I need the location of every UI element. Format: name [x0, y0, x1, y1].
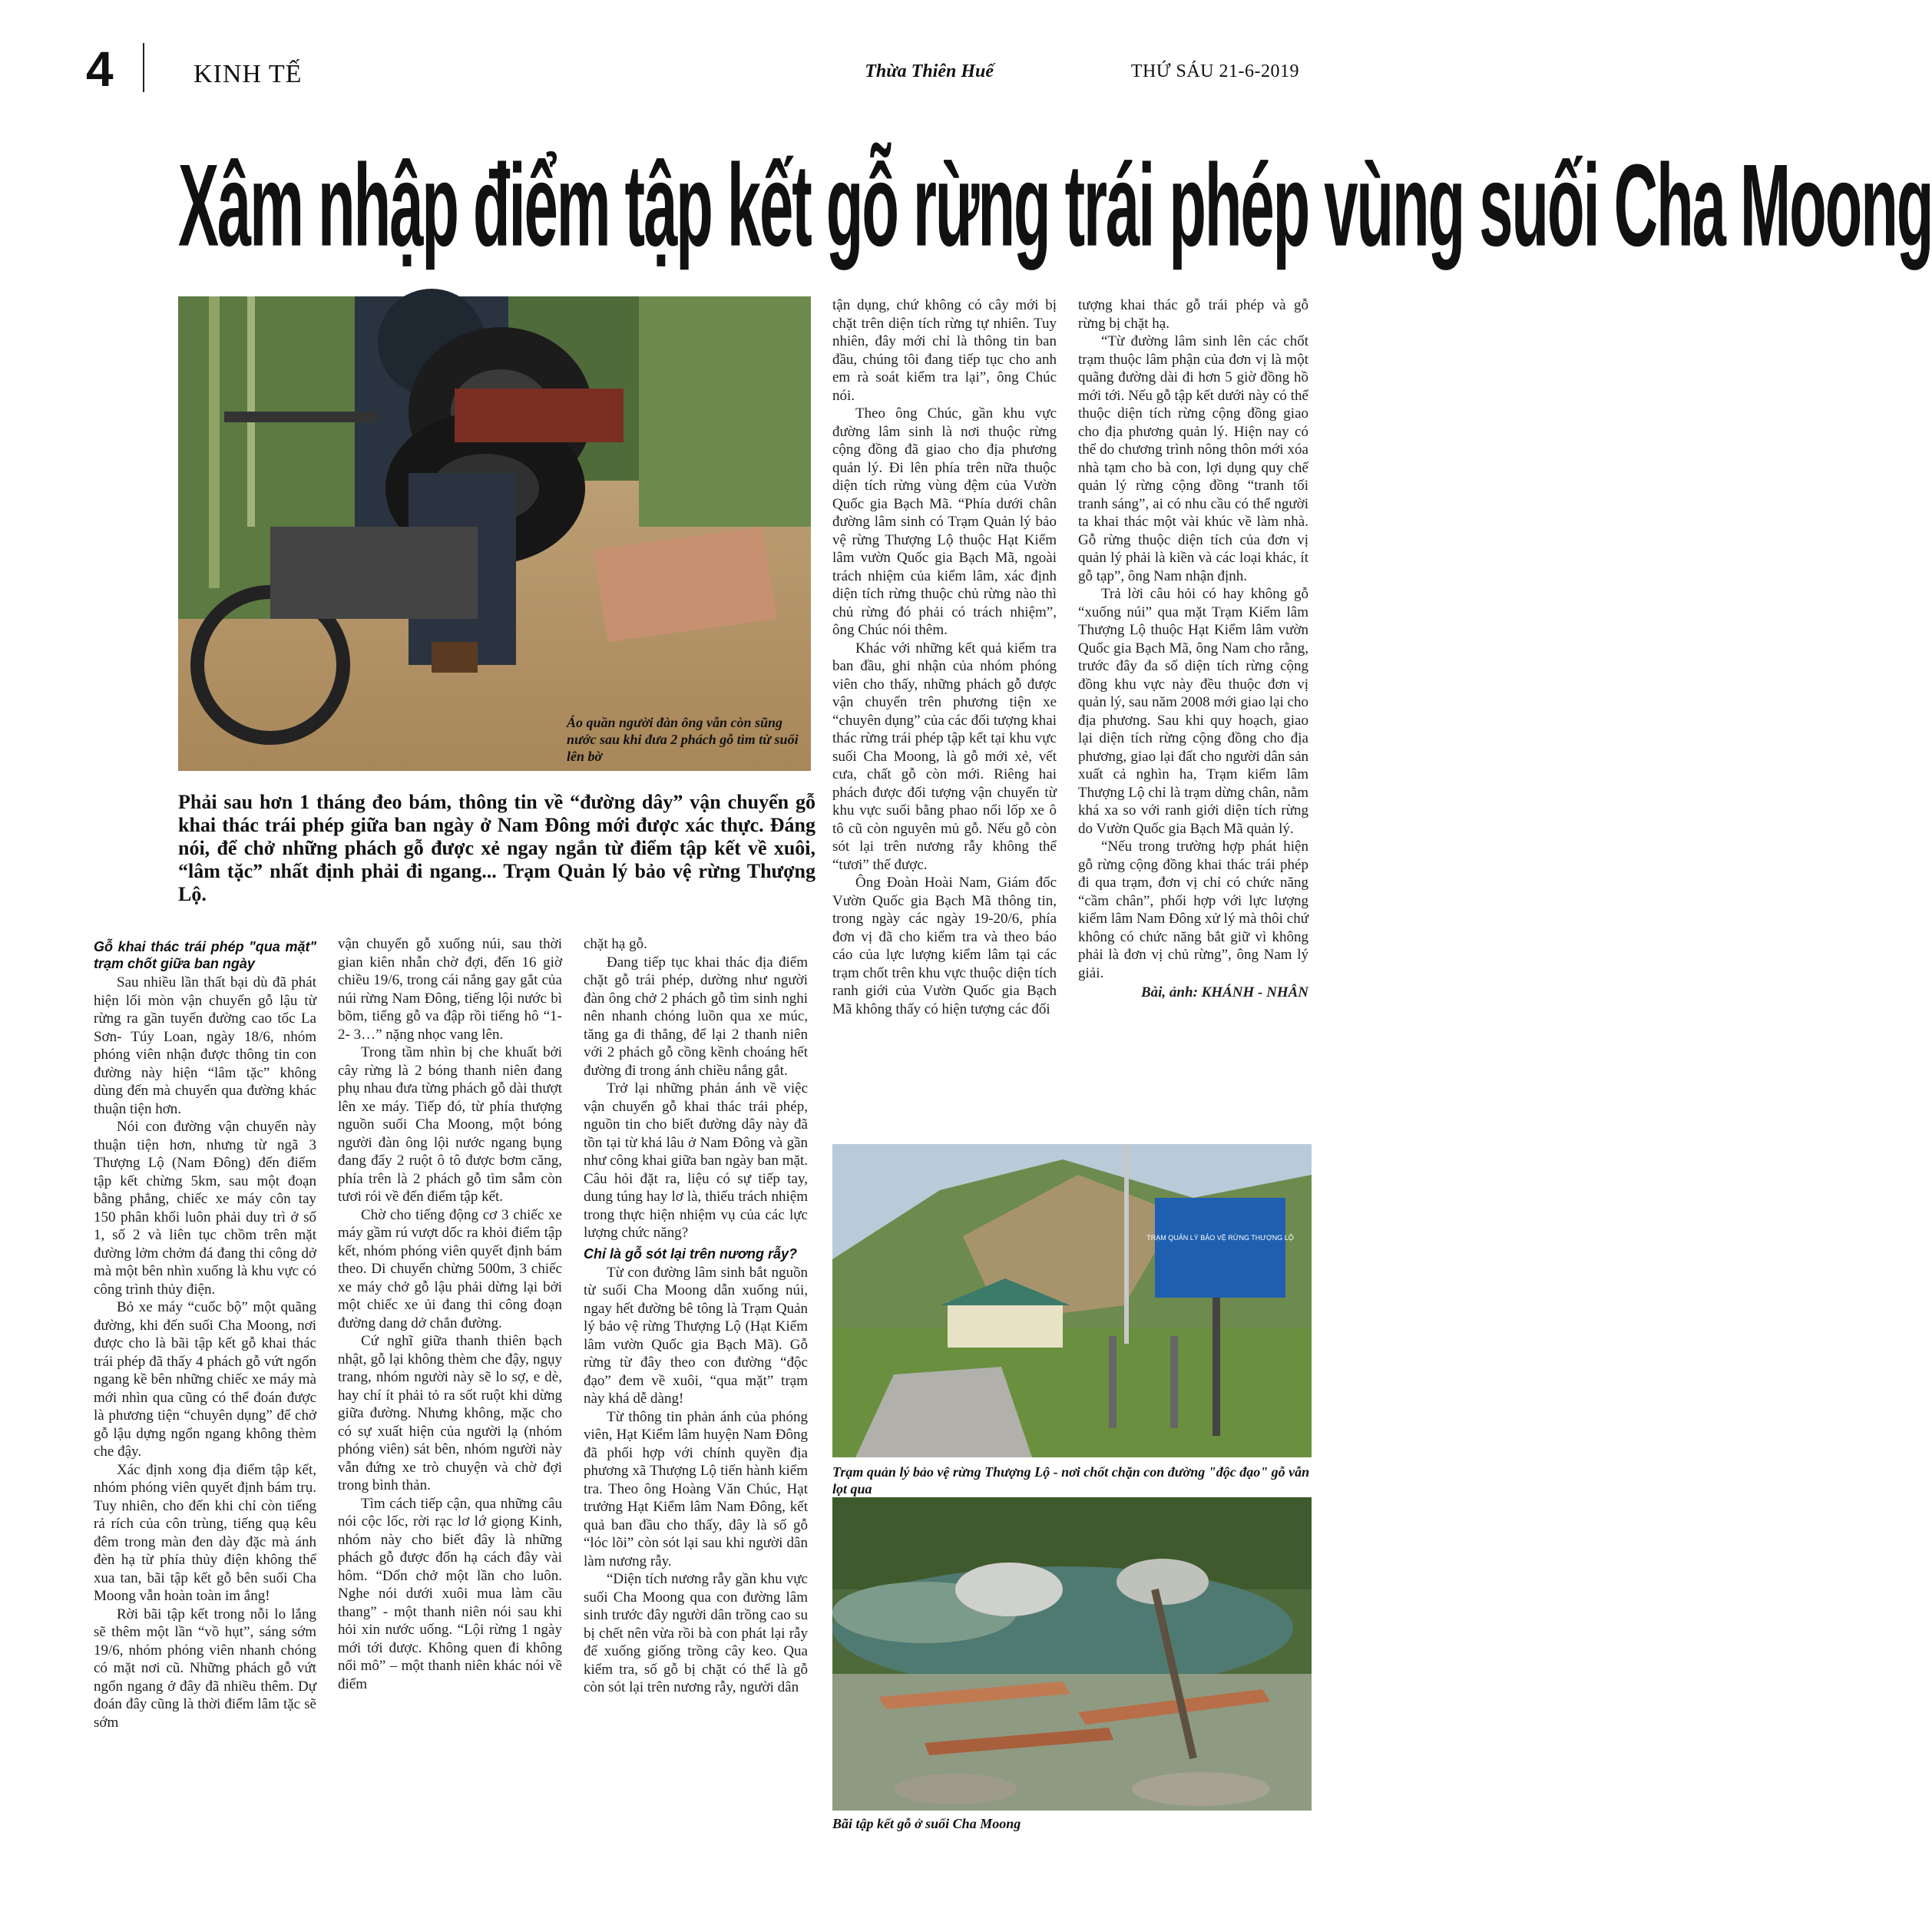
paragraph: Trả lời câu hỏi có hay không gỗ “xuống núi” qua mặt Trạm Kiểm lâm Thượng Lộ thuộc Hạt Kiểm lâm vườn Quốc gia Bạch Mã, ông Nam cho rằng, trước đây đa số diện tích rừng cộng đồng khu vực này đều thuộc đơn vị quản lý, sau năm 2008 mới giao lại cho địa phương. Sau khi quy hoạch, giao lại diện tích rừng cộng đồng cho địa phương, giao lại đất cho người dân sản xuất cả nghìn ha, Trạm kiểm lâm Thượng Lộ chỉ là trạm dừng chân, nằm khá xa so với ranh giới diện tích rừng do Vườn Quốc gia Bạch Mã quản lý. [1078, 586, 1308, 837]
subhead-1: Gỗ khai thác trái phép "qua mặt" trạm chốt giữa ban ngày [94, 939, 316, 971]
paragraph: Bỏ xe máy “cuốc bộ” một quãng đường, khi đến suối Cha Moong, nơi được cho là bãi tập kết gỗ khai thác trái phép đã thấy 4 phách gỗ vứt ngổn ngang kề bên những chiếc xe máy mà mới nhìn qua cũng có thể đoán được là phương tiện “chuyên dụng” để chở gỗ lậu dựng ngổn ngang không thèm che đậy. [94, 1299, 316, 1460]
column-3 [584, 935, 808, 1697]
photo-r1-caption: Trạm quản lý bảo vệ rừng Thượng Lộ - nơi chốt chặn con đường "độc đạo" gỗ vẫn lọt qua [832, 1464, 1310, 1497]
photo-forest-station-illustration [832, 1144, 1312, 1457]
paragraph: Nói con đường vận chuyển này thuận tiện hơn, nhưng từ ngã 3 Thượng Lộ (Nam Đông) đến điểm tập kết chừng 5km, sau một đoạn bằng phẳng, chiếc xe máy côn tay 150 phân khối luôn phải duy trì ở số 1, số 2 và liên tục chồm trên mặt đường lởm chởm đá đang thi công dở mà một bên nhìn xuống là khu vực có công trình thủy điện. [94, 1119, 316, 1298]
paragraph: Cứ nghĩ giữa thanh thiên bạch nhật, gỗ lại không thèm che đậy, ngụy trang, nhóm người này sẽ lo sợ, e dè, hay chí ít phải tỏ ra sốt ruột khi dừng giữa đường. Nhưng không, mặc cho có sự xuất hiện của người lạ (nhóm phóng viên) sát bên, nhóm người này vẫn đứng xe trò chuyện và chờ đợi trong bình thản. [338, 1333, 562, 1493]
paragraph: Xác định xong địa điểm tập kết, nhóm phóng viên quyết định bám trụ. Tuy nhiên, cho đến khi chỉ còn tiếng rả rích của côn trùng, tiếng quạ kêu đêm trong màn đen dày đặc mà ánh đèn hạ từ phía thủy điện không thể xua tan, bãi tập kết gỗ bên suối Cha Moong vẫn hoàn toàn im ắng! [94, 1461, 316, 1604]
photo-motorbike-timber [178, 296, 811, 771]
paragraph: Trở lại những phản ánh về việc vận chuyển gỗ khai thác trái phép, nguồn tin cho biết đường dây này đã tồn tại từ khá lâu ở Nam Đông và gần như công khai giữa ban ngày ban mặt. Câu hỏi đặt ra, liệu có sự tiếp tay, dung túng hay lơ là, thiếu trách nhiệm trong thực hiện nhiệm vụ của các lực lượng chức năng? [584, 1080, 808, 1241]
masthead: Thừa Thiên Huế [865, 61, 994, 81]
paragraph: Ông Đoàn Hoài Nam, Giám đốc Vườn Quốc gia Bạch Mã thông tin, trong ngày các ngày 19-20/6, phía đơn vị đã cho kiểm tra và theo báo cáo của lực lượng kiểm lâm tại các trạm chốt trên khu vực thuộc diện tích ranh giới của Vườn Quốc gia Bạch Mã không thấy có hiện tượng các đối [832, 875, 1057, 1017]
paragraph: vận chuyển gỗ xuống núi, sau thời gian kiên nhẫn chờ đợi, đến 16 giờ chiều 19/6, trong cái nắng gay gắt của núi rừng Nam Đông, tiếng lội nước bì bõm, tiếng gỗ va đập rồi tiếng hô “1-2- 3…” nặng nhọc vang lên. [338, 936, 562, 1043]
headline [178, 139, 1932, 271]
column-1 [94, 935, 316, 1731]
paragraph: “Nếu trong trường hợp phát hiện gỗ rừng cộng đồng khai thác trái phép đi qua trạm, đơn vị chỉ có chức năng “cầm chân”, phối hợp với lực lượng kiểm lâm Nam Đông xử lý mà thôi chứ không có chức năng bắt giữ vì không phải là đơn vị chủ rừng”, ông Nam lý giải. [1078, 838, 1308, 981]
paragraph: Đang tiếp tục khai thác địa điểm chặt gỗ trái phép, dường như người đàn ông chở 2 phách gỗ tìm sinh nghi nên nhanh chóng luồn qua xe múc, tăng ga đi thẳng, để lại 2 thanh niên với 2 phách gỗ cồng kềnh choáng hết đường đi trong ánh chiều nắng gắt. [584, 954, 808, 1079]
section-title: KINH TẾ [194, 60, 303, 88]
page-number: 4 [86, 41, 114, 97]
photo-main-caption: Áo quần người đàn ông vẫn còn sũng nước sau khi đưa 2 phách gỗ tìm từ suối lên bờ [567, 715, 799, 764]
paragraph: Rời bãi tập kết trong nỗi lo lắng sẽ thêm một lần “vồ hụt”, sáng sớm 19/6, nhóm phóng viên nhanh chóng có mặt nơi cũ. Những phách gỗ vứt ngổn ngang ở đây đã nhiều thêm. Dự đoán đây cũng là thời điểm lâm tặc sẽ sớm [94, 1606, 316, 1731]
paragraph: tận dụng, chứ không có cây mới bị chặt trên diện tích rừng tự nhiên. Tuy nhiên, đây mới chỉ là thông tin ban đầu, chúng tôi đang tiếp tục cho anh em rà soát kiểm tra lại”, ông Chúc nói. [832, 297, 1057, 404]
byline: Bài, ảnh: KHÁNH - NHÂN [1140, 984, 1308, 1000]
station-sign-text: TRẠM QUẢN LÝ BẢO VỆ RỪNG THƯỢNG LỘ [1146, 1234, 1294, 1242]
header-divider [143, 43, 144, 92]
lead-paragraph: Phải sau hơn 1 tháng đeo bám, thông tin về “đường dây” vận chuyển gỗ khai thác trái phép giữa ban ngày ở Nam Đông mới được xác thực. Đáng nói, để chở những phách gỗ được xẻ ngay ngắn từ điểm tập kết về xuôi, “lâm tặc” nhất định phải đi ngang... Trạm Quản lý bảo vệ rừng Thượng Lộ. [178, 791, 815, 905]
paragraph: Từ con đường lâm sinh bắt nguồn từ suối Cha Moong dẫn xuống núi, ngay hết đường bê tông là Trạm Quản lý bảo vệ rừng Thượng Lộ (Hạt Kiểm lâm vườn Quốc gia Bạch Mã). Gỗ rừng từ đây theo con đường “độc đạo” đem về xuôi, “qua mặt” trạm này khá dễ dàng! [584, 1264, 808, 1407]
paragraph: Sau nhiều lần thất bại dù đã phát hiện lối mòn vận chuyển gỗ lậu từ rừng ra gần tuyến đường cao tốc La Sơn- Túy Loan, ngày 18/6, nhóm phóng viên nhận được thông tin con đường này hiện “lâm tặc” không dùng đến mà chuyển qua đường khác thuận tiện hơn. [94, 974, 316, 1117]
photo-forest-station [832, 1144, 1312, 1457]
column-5 [1078, 296, 1308, 1002]
station-sign [1155, 1198, 1285, 1298]
headline-text: Xâm nhập điểm tập kết gỗ rừng trái phép vùng suối Cha Moong [178, 139, 1932, 271]
column-2 [338, 935, 562, 1693]
column-4 [832, 296, 1057, 1018]
paragraph: Chờ cho tiếng động cơ 3 chiếc xe máy gầm rú vượt dốc ra khỏi điểm tập kết, nhóm phóng viên quyết định bám theo. Di chuyển chừng 500m, 3 chiếc xe máy chở gỗ lậu phải dừng lại bởi một chiếc xe ủi đang thi công đoạn đường dang dở chắn đường. [338, 1206, 562, 1331]
paragraph: “Từ đường lâm sinh lên các chốt trạm thuộc lâm phận của đơn vị là một quãng đường dài đi hơn 5 giờ đồng hồ mới tới. Nếu gỗ tập kết dưới này có thể thuộc diện tích rừng cộng đồng giao cho địa phương quản lý. Hiện nay có thể do chương trình nông thôn mới xóa nhà tạm cho bà con, lợi dụng quy chế quản lý rừng cộng đồng “tranh tối tranh sáng”, ai có nhu cầu có thể người ta khai thác một vài khúc về làm nhà. Gỗ rừng thuộc diện tích của đơn vị quản lý phải là kiền và các loại khác, ít gỗ tạp”, ông Nam nhận định. [1078, 333, 1308, 584]
photo-r2-caption: Bãi tập kết gỗ ở suối Cha Moong [832, 1816, 1021, 1831]
photo-creek-timber-illustration [832, 1497, 1312, 1811]
issue-date: THỨ SÁU 21-6-2019 [1130, 61, 1299, 81]
paragraph: Trong tầm nhìn bị che khuất bởi cây rừng là 2 bóng thanh niên đang phụ nhau đưa từng phách gỗ dài thượt lên xe máy. Tiếp đó, từ phía thượng nguồn suối Cha Moong, một bóng người đàn ông lội nước ngang bụng đang đẩy 2 ruột ô tô được bơm căng, phía trên là 2 phách gỗ tìm sẫm còn tươi rói về đến điểm tập kết. [338, 1044, 562, 1205]
paragraph: Theo ông Chúc, gần khu vực đường lâm sinh là nơi thuộc rừng cộng đồng đã giao cho địa phương quản lý. Đi lên phía trên nữa thuộc diện tích rừng vùng đệm của Vườn Quốc gia Bạch Mã. “Phía dưới chân đường lâm sinh có Trạm Quản lý bảo vệ rừng Thượng Lộ thuộc Hạt Kiểm lâm vườn Quốc gia Bạch Mã, ngoài trách nhiệm của kiểm lâm, xác định diện tích rừng thuộc chủ rừng nào thì chủ rừng đó phải có trách nhiệm”, ông Chúc nói thêm. [832, 405, 1057, 638]
paragraph: chặt hạ gỗ. [584, 936, 647, 952]
paragraph: “Diện tích nương rẫy gần khu vực suối Cha Moong qua con đường lâm sinh trước đây người dân trồng cao su bị chết nên vừa rồi bà con phát lại rẫy để xuống giống trồng cây keo. Qua kiểm tra, số gỗ bị chặt có thể là gỗ còn sót lại trên nương rẫy, người dân [584, 1571, 808, 1695]
photo-creek-timber [832, 1497, 1312, 1811]
paragraph: Tìm cách tiếp cận, qua những câu nói cộc lốc, rời rạc lơ lớ giọng Kinh, nhóm này cho biết đây là những phách gỗ được đốn hạ cách đây vài hôm. “Dốn chở một lần cho luôn. Nghe nói dưới xuôi mua làm cầu thang” - một thanh niên nói sau khi hỏi xin nước uống. “Lội rừng 1 ngày mới tới được. Không quen đi không nổi mô” – một thanh niên khác nói về điểm [338, 1495, 562, 1692]
photo-motorbike-timber-illustration [178, 296, 811, 771]
paragraph: tượng khai thác gỗ trái phép và gỗ rừng bị chặt hạ. [1078, 297, 1308, 332]
paragraph: Khác với những kết quả kiểm tra ban đầu, ghi nhận của nhóm phóng viên cho thấy, những phách gỗ được vận chuyển trên phương tiện xe “chuyên dụng” của các đối tượng khai thác rừng trái phép tập kết tại khu vực suối Cha Moong, là gỗ mới xẻ, vết cưa, chất gỗ còn mới. Riêng hai phách được đối tượng vận chuyển từ khu vực suối bằng phao nổi lốp xe ô tô cũ còn nguyên mủ gỗ. Nếu gỗ còn sót lại trên nương rẫy không thể “tươi” thế được. [832, 640, 1057, 873]
subhead-2: Chỉ là gỗ sót lại trên nương rẫy? [584, 1245, 797, 1262]
paragraph: Từ thông tin phản ánh của phóng viên, Hạt Kiểm lâm huyện Nam Đông đã phối hợp với chính quyền địa phương xã Thượng Lộ tiến hành kiểm tra. Theo ông Hoàng Văn Chúc, Hạt trưởng Hạt Kiểm lâm Nam Đông, kết quả ban đầu cho thấy, đây là số gỗ “lóc lõi” còn sót lại sau khi người dân làm nương rẫy. [584, 1408, 808, 1569]
